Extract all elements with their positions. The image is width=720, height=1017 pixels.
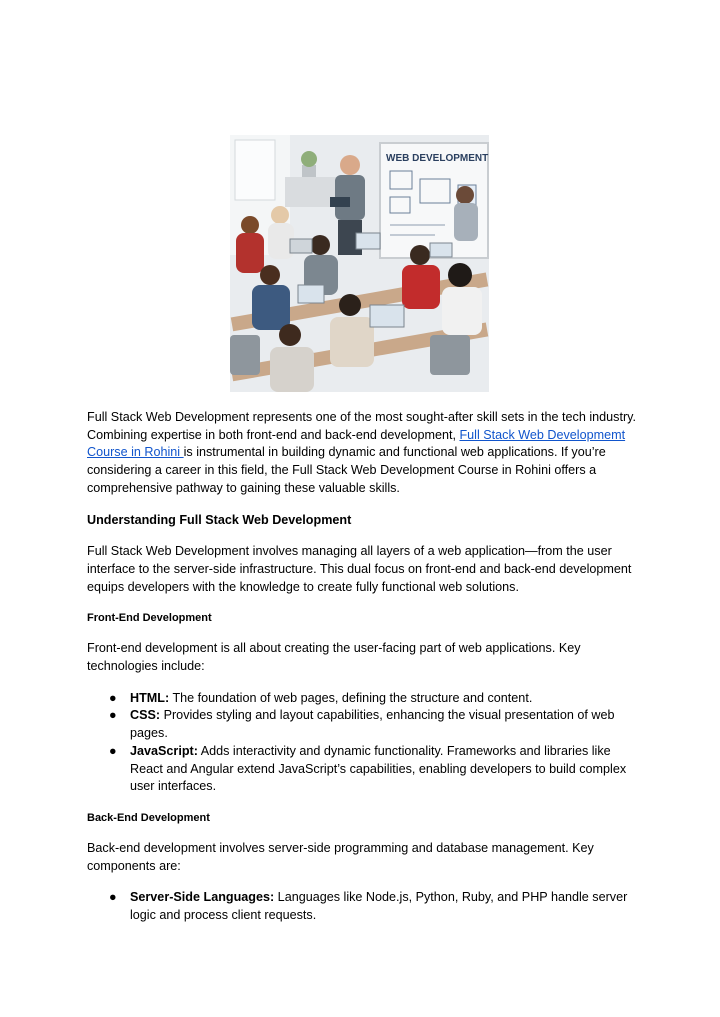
heading-frontend: Front-End Development [87,612,212,625]
list-item-term: Server-Side Languages: [130,890,275,905]
list-item-text: Provides styling and layout capabilities, enhancing the visual presentation of web pages. [130,708,615,741]
list-item-text: Adds interactivity and dynamic functionality. Frameworks and libraries like React and Angular extend JavaScript’s capabilities, enabling developers to build complex user interfaces. [130,743,627,794]
frontend-list [87,690,637,796]
article-body [87,409,637,939]
list-item-text: Languages like Node.js, Python, Ruby, and PHP handle server logic and process client requests. [130,890,628,923]
list-item-text: The foundation of web pages, defining the structure and content. [169,690,533,705]
list-item-term: JavaScript: [130,743,198,758]
heading-backend: Back-End Development [87,811,210,824]
bullet-icon: ● [109,690,117,705]
backend-paragraph: Back-end development involves server-side programming and database management. Key components are: [87,840,594,873]
list-item-term: CSS: [130,708,161,723]
list-item-term: HTML: [130,690,170,705]
course-link[interactable]: Full Stack Web Developmemt Course in Rohini [87,427,626,460]
heading-understanding: Understanding Full Stack Web Development [87,512,352,527]
understanding-paragraph: Full Stack Web Development involves managing all layers of a web application—from the user interface to the server-side infrastructure. This dual focus on front-end and back-end development equips developers with the knowledge to create fully functional web solutions. [87,544,632,594]
bullet-icon: ● [109,708,117,723]
list-item [87,707,637,742]
whiteboard-title: WEB DEVELOPMENT [386,153,489,164]
classroom-illustration [230,135,489,392]
list-item [87,743,637,796]
intro-paragraph [87,409,637,498]
frontend-paragraph: Front-end development is all about creating the user-facing part of web applications. Key technologies include: [87,641,581,674]
list-item [87,690,637,708]
list-item [87,889,637,924]
bullet-icon: ● [109,743,117,758]
bullet-icon: ● [109,890,117,905]
intro-text-end: is instrumental in building dynamic and functional web applications. If you’re considering a career in this field, the Full Stack Web Development Course in Rohini offers a comprehensive pathway to gaining these valuable skills. [87,445,606,495]
backend-list [87,889,637,924]
intro-text-start: Full Stack Web Development represents one of the most sought-after skill sets in the tech industry. Combining expertise in both front-end and back-end development, [87,410,637,442]
